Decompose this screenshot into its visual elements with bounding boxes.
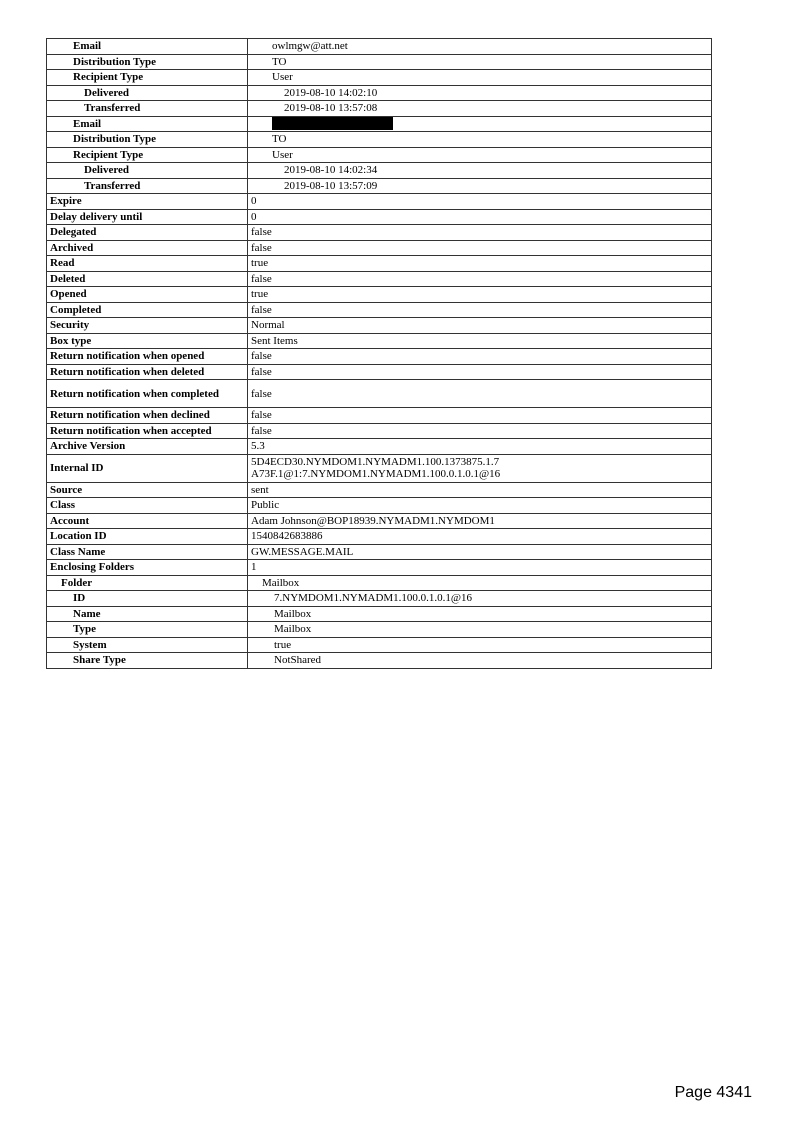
- property-value: Public: [248, 498, 712, 514]
- folder-field-row: [47, 606, 712, 622]
- property-value: 7.NYMDOM1.NYMADM1.100.0.1.0.1@16: [248, 591, 712, 607]
- property-label: Recipient Type: [47, 147, 248, 163]
- property-label: Distribution Type: [47, 54, 248, 70]
- property-label: Share Type: [47, 653, 248, 669]
- property-row: [47, 498, 712, 514]
- folder-field-row: [47, 637, 712, 653]
- property-value: false: [248, 240, 712, 256]
- property-value: 2019-08-10 13:57:09: [248, 178, 712, 194]
- folder-row: [47, 575, 712, 591]
- property-value: Normal: [248, 318, 712, 334]
- property-label: Opened: [47, 287, 248, 303]
- property-value: GW.MESSAGE.MAIL: [248, 544, 712, 560]
- property-label: Class Name: [47, 544, 248, 560]
- property-value: sent: [248, 482, 712, 498]
- property-label: Type: [47, 622, 248, 638]
- property-value: [248, 116, 712, 132]
- property-label: Delegated: [47, 225, 248, 241]
- property-label: Box type: [47, 333, 248, 349]
- property-value: 1540842683886: [248, 529, 712, 545]
- property-value: true: [248, 287, 712, 303]
- property-value: false: [248, 408, 712, 424]
- property-value: false: [248, 271, 712, 287]
- recipient-transferred: [47, 178, 712, 194]
- property-label: Transferred: [47, 178, 248, 194]
- property-label: Archive Version: [47, 439, 248, 455]
- property-row: [47, 544, 712, 560]
- property-value: TO: [248, 132, 712, 148]
- property-row: [47, 225, 712, 241]
- recipient-delivered: [47, 163, 712, 179]
- property-row: [47, 439, 712, 455]
- property-label: Completed: [47, 302, 248, 318]
- property-value: false: [248, 349, 712, 365]
- property-value: Sent Items: [248, 333, 712, 349]
- property-label: Deleted: [47, 271, 248, 287]
- property-label: Source: [47, 482, 248, 498]
- property-row: [47, 302, 712, 318]
- property-value: 0: [248, 209, 712, 225]
- property-label: Archived: [47, 240, 248, 256]
- property-row: [47, 240, 712, 256]
- page-number: Page 4341: [674, 1084, 752, 1101]
- property-label: Enclosing Folders: [47, 560, 248, 576]
- property-label: Security: [47, 318, 248, 334]
- property-label: Email: [47, 39, 248, 55]
- message-properties-table: [46, 38, 712, 669]
- recipient-transferred: [47, 101, 712, 117]
- property-value: Adam Johnson@BOP18939.NYMADM1.NYMDOM1: [248, 513, 712, 529]
- property-row: [47, 560, 712, 576]
- property-label: Delivered: [47, 163, 248, 179]
- property-value: false: [248, 225, 712, 241]
- property-value: true: [248, 637, 712, 653]
- property-label: Return notification when accepted: [47, 423, 248, 439]
- property-value: false: [248, 302, 712, 318]
- property-row: [47, 513, 712, 529]
- property-label: Location ID: [47, 529, 248, 545]
- property-label: Read: [47, 256, 248, 272]
- property-row: [47, 380, 712, 408]
- property-label: Delay delivery until: [47, 209, 248, 225]
- property-value: Mailbox: [248, 622, 712, 638]
- property-value: 2019-08-10 14:02:34: [248, 163, 712, 179]
- recipient-distribution-type: [47, 54, 712, 70]
- recipient-email: [47, 39, 712, 55]
- recipient-type: [47, 147, 712, 163]
- property-label: Name: [47, 606, 248, 622]
- property-row: [47, 349, 712, 365]
- property-label: Distribution Type: [47, 132, 248, 148]
- property-label: Return notification when opened: [47, 349, 248, 365]
- property-value: owlmgw@att.net: [248, 39, 712, 55]
- property-label: Return notification when deleted: [47, 364, 248, 380]
- property-value: 5D4ECD30.NYMDOM1.NYMADM1.100.1373875.1.7 A73F.1@1:7.NYMDOM1.NYMADM1.100.0.1.0.1@16: [248, 454, 712, 482]
- recipient-email: [47, 116, 712, 132]
- property-row: [47, 529, 712, 545]
- property-value: 2019-08-10 13:57:08: [248, 101, 712, 117]
- property-value: false: [248, 380, 712, 408]
- recipient-distribution-type: [47, 132, 712, 148]
- property-label: Recipient Type: [47, 70, 248, 86]
- property-row: [47, 318, 712, 334]
- property-value: User: [248, 147, 712, 163]
- property-value: true: [248, 256, 712, 272]
- recipient-type: [47, 70, 712, 86]
- folder-field-row: [47, 622, 712, 638]
- property-value: 1: [248, 560, 712, 576]
- property-row: [47, 482, 712, 498]
- redacted-block: [272, 117, 393, 130]
- property-value: TO: [248, 54, 712, 70]
- property-row: [47, 209, 712, 225]
- property-label: Class: [47, 498, 248, 514]
- property-label: Folder: [47, 575, 248, 591]
- property-row: [47, 194, 712, 210]
- property-value: 2019-08-10 14:02:10: [248, 85, 712, 101]
- property-value: Mailbox: [248, 575, 712, 591]
- property-label: System: [47, 637, 248, 653]
- property-value: NotShared: [248, 653, 712, 669]
- property-row: [47, 423, 712, 439]
- property-label: ID: [47, 591, 248, 607]
- property-label: Internal ID: [47, 454, 248, 482]
- property-row: [47, 333, 712, 349]
- property-label: Delivered: [47, 85, 248, 101]
- property-value: false: [248, 364, 712, 380]
- folder-field-row: [47, 653, 712, 669]
- property-value: Mailbox: [248, 606, 712, 622]
- property-label: Return notification when declined: [47, 408, 248, 424]
- property-row: [47, 454, 712, 482]
- property-value: 0: [248, 194, 712, 210]
- property-label: Expire: [47, 194, 248, 210]
- property-value: false: [248, 423, 712, 439]
- property-label: Transferred: [47, 101, 248, 117]
- property-label: Email: [47, 116, 248, 132]
- property-label: Account: [47, 513, 248, 529]
- property-row: [47, 256, 712, 272]
- recipient-delivered: [47, 85, 712, 101]
- property-label: Return notification when completed: [47, 380, 248, 408]
- property-value: User: [248, 70, 712, 86]
- property-row: [47, 271, 712, 287]
- property-row: [47, 287, 712, 303]
- folder-field-row: [47, 591, 712, 607]
- property-row: [47, 408, 712, 424]
- property-value: 5.3: [248, 439, 712, 455]
- property-row: [47, 364, 712, 380]
